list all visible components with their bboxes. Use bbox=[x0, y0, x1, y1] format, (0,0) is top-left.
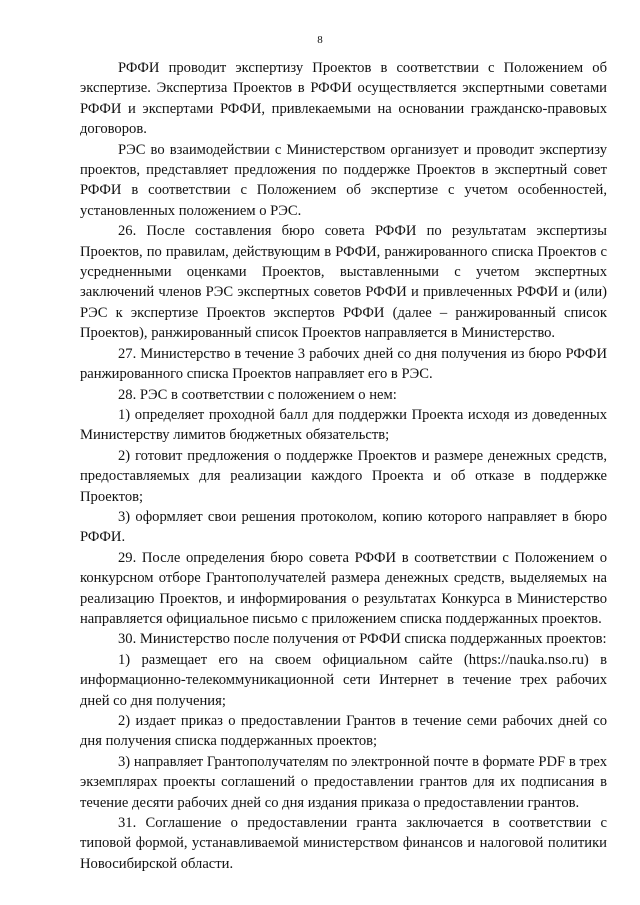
paragraph-30: 30. Министерство после получения от РФФИ списка поддержанных проектов: bbox=[118, 631, 607, 648]
paragraph-30-item-2: 2) издает приказ о предоставлении Грантов в течение семи рабочих дней со дня получения списка поддержанных проектов; bbox=[80, 713, 607, 750]
paragraph-29: 29. После определения бюро совета РФФИ в соответствии с Положением о конкурсном отборе Грантополучателей размера денежных средств, выделяемых на реализацию Проектов, и информирования о результатах Конкурса в Министерство направляется официальное письмо с приложением списка поддержанных проектов. bbox=[80, 549, 607, 627]
paragraph-31: 31. Соглашение о предоставлении гранта заключается в соответствии с типовой формой, устанавливаемой министерством финансов и налоговой политики Новосибирской области. bbox=[80, 815, 607, 872]
paragraph-res-expertise: РЭС во взаимодействии с Министерством организует и проводит экспертизу проектов, представляет предложения по поддержке Проектов в экспертный совет РФФИ в соответствии с Положением об экспертизе с учетом особенностей, установленных положением о РЭС. bbox=[80, 141, 607, 219]
document-body bbox=[80, 58, 607, 874]
paragraph-28-item-1: 1) определяет проходной балл для поддержки Проекта исходя из доведенных Министерству лимитов бюджетных обязательств; bbox=[80, 406, 607, 444]
page-number: 8 bbox=[317, 34, 323, 46]
paragraph-rffi-expertise: РФФИ проводит экспертизу Проектов в соответствии с Положением об экспертизе. Экспертиза Проектов в РФФИ осуществляется экспертными советами РФФИ и экспертами РФФИ, привлекаемыми на основании гражданско-правовых договоров. bbox=[80, 60, 607, 138]
paragraph-26: 26. После составления бюро совета РФФИ по результатам экспертизы Проектов, по правилам, действующим в РФФИ, ранжированного списка Проектов с усредненными оценками Проектов, выставленными с учетом экспертных заключений членов РЭС экспертных советов РФФИ и привлеченных РФФИ и (или) РЭС к экспертизе Проектов экспертов РФФИ (далее – ранжированный список Проектов), ранжированный список Проектов направляется в Министерство. bbox=[80, 223, 607, 342]
paragraph-28-item-3: 3) оформляет свои решения протоколом, копию которого направляет в бюро РФФИ. bbox=[80, 508, 607, 546]
paragraph-30-item-3: 3) направляет Грантополучателям по электронной почте в формате PDF в трех экземплярах проекты соглашений о предоставлении грантов для их подписания в течение десяти рабочих дней со дня издания приказа о предоставлении грантов. bbox=[80, 753, 607, 811]
paragraph-27: 27. Министерство в течение 3 рабочих дней со дня получения из бюро РФФИ ранжированного списка Проектов направляет его в РЭС. bbox=[80, 345, 607, 383]
paragraph-30-item-1: 1) размещает его на своем официальном сайте (https://nauka.nso.ru) в информационно-телекоммуникационной сети Интернет в течение трех рабочих дней со дня получения; bbox=[80, 651, 607, 709]
paragraph-28: 28. РЭС в соответствии с положением о нем: bbox=[118, 386, 397, 403]
paragraph-28-item-2: 2) готовит предложения о поддержке Проектов и размере денежных средств, предоставляемых для реализации каждого Проекта и об отказе в поддержке Проектов; bbox=[80, 447, 607, 505]
